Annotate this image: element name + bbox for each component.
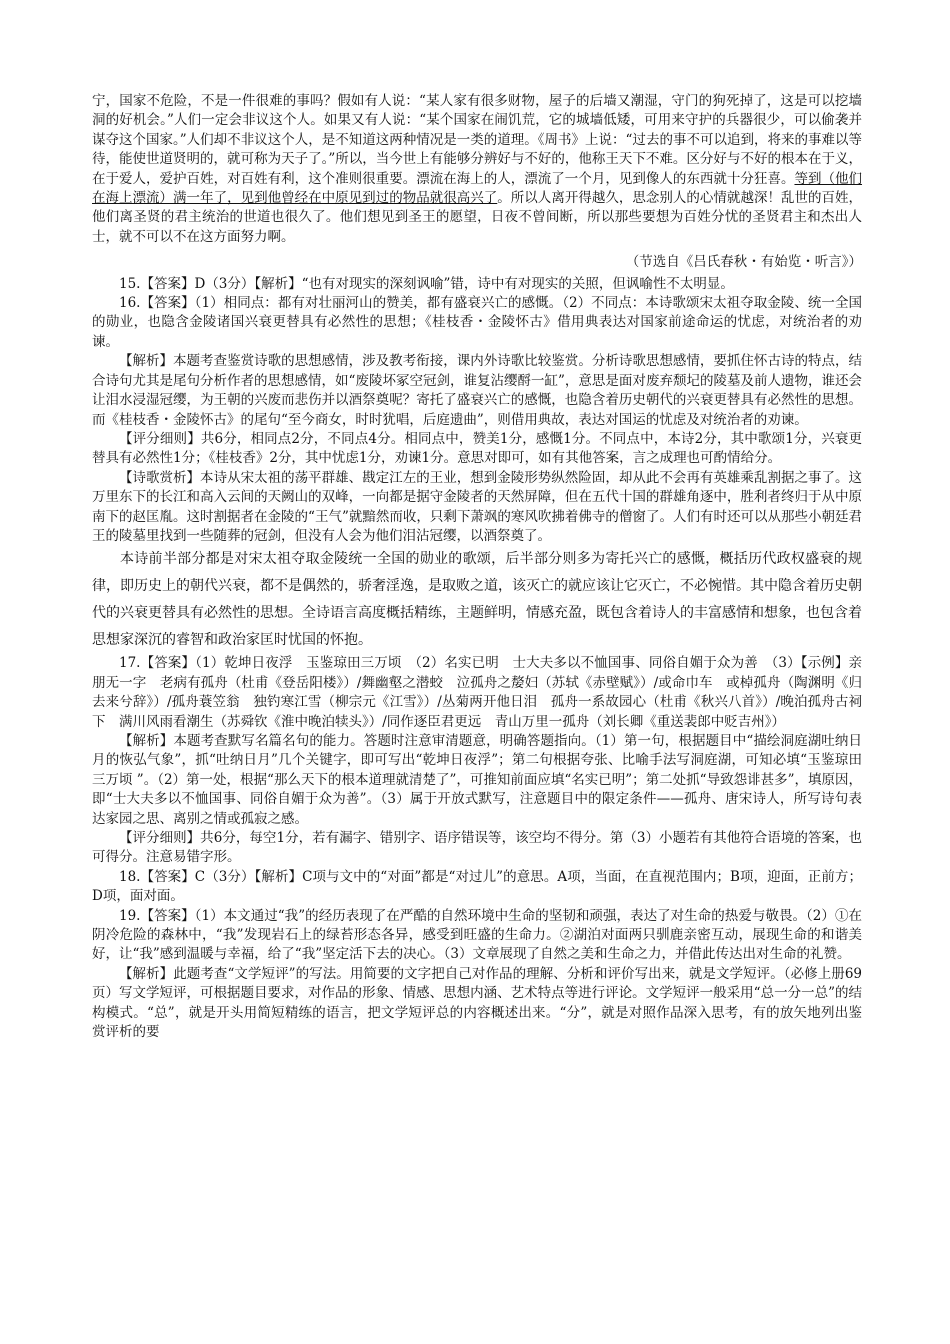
answer-18: 18.【答案】C（3分）【解析】C项与文中的“对面”都是“对过儿”的意思。A项，当面，在直视范围内；B项，迎面，正前方；D项，面对面。 [92,868,862,905]
document-page [92,92,862,1042]
answer-16: 16.【答案】（1）相同点：都有对壮丽河山的赞美，都有盛衰兴亡的感慨。（2）不同点：本诗歌颂宋太祖夺取金陵、统一全国的勋业，也隐含金陵诸国兴衰更替具有必然性的思想；《桂枝香・金陵怀古》借用典表达对国家前途命运的忧虑，对统治者的劝谏。 [92,295,862,350]
translation-paragraph [92,92,862,247]
analysis-19: 【解析】此题考查“文学短评”的写法。用简要的文字把自己对作品的理解、分析和评价写出来，就是文学短评。（必修上册69页）写文学短评，可根据题目要求，对作品的形象、情感、思想内涵、艺术特点等进行评论。文学短评一般采用“总一分一总”的结构模式。“总”，就是开头用简短精练的语言，把文学短评总的内容概述出来。“分”，就是对照作品深入思考，有的放矢地列出鉴赏评析的要 [92,965,862,1041]
summary-16: 本诗前半部分都是对宋太祖夺取金陵统一全国的勋业的歌颂，后半部分则多为寄托兴亡的感慨，概括历代政权盛衰的规律，即历史上的朝代兴衰，都不是偶然的，骄奢淫逸，是取败之道，该灭亡的就应该让它灭亡，不必惋惜。其中隐含着历史朝代的兴衰更替具有必然性的思想。全诗语言高度概括精练，主题鲜明，情感充盈，既包含着诗人的丰富感情和想象，也包含着思想家深沉的睿智和政治家匡时忧国的怀抱。 [92,551,862,649]
answer-19: 19.【答案】（1）本文通过“我”的经历表现了在严酷的自然环境中生命的坚韧和顽强，表达了对生命的热爱与敬畏。（2）①在阴冷危险的森林中，“我”发现岩石上的绿苔形态各异，感受到旺盛的生命力。②湖泊对面两只驯鹿亲密互动，展现生命的和谐美好，让“我”感到温暖与幸福，给了“我”坚定活下去的决心。（3）文章展现了自然之美和生命之力，并借此传达出对生命的礼赞。 [92,907,862,963]
scoring-17: 【评分细则】共6分，每空1分，若有漏字、错别字、语序错误等，该空均不得分。第（3）小题若有其他符合语境的答案，也可得分。注意易错字形。 [92,830,862,866]
translation-text-b: 。所以人离开得越久，思念别人的心情就越深！乱世的百姓，他们离圣贤的君主统治的世道也很久了。他们想见到圣王的愿望，日夜不曾间断，所以那些要想为百姓分忧的圣贤君主和杰出人士，就不可以不在这方面努力啊。 [92,190,863,245]
analysis-17: 【解析】本题考查默写名篇名句的能力。答题时注意审清题意，明确答题指向。（1）第一句，根据题目中“描绘洞庭湖吐纳日月的恢弘气象”，抓“吐纳日月”几个关键字，即可写出“乾坤日夜浮”；第二句根据夸张、比喻手法写洞庭湖，可知必填“玉鉴琼田三万顷 ”。（2）第一处，根据“那么天下的根本道理就清楚了”，可推知前面应填“名实已明”；第二处抓“导致怨诽甚多”，填原因，即“士大夫多以不恤国事、同俗自媚于众为善”。（3）属于开放式默写，注意题目中的限定条件——孤舟、唐宋诗人，所写诗句表达家园之思、离别之情或孤寂之感。 [92,732,862,827]
scoring-16: 【评分细则】共6分，相同点2分，不同点4分。相同点中，赞美1分，感慨1分。不同点中，本诗2分，其中歌颂1分，兴衰更替具有必然性1分；《桂枝香》2分，其中忧虑1分，劝谏1分。意思对即可，如有其他答案，言之成理也可酌情给分。 [92,430,862,467]
answer-15: 15.【答案】D（3分）【解析】“也有对现实的深刻讽喻”错，诗中有对现实的关照，但讽喻性不太明显。 [119,275,734,292]
underlined-sentence: 等到（他们在海上漂流）满一年了，见到他曾经在中原见到过的物品就很高兴了 [92,170,863,207]
translation-text-a: 宁，国家不危险，不是一件很难的事吗？假如有人说：“某人家有很多财物，屋子的后墙又潮湿，守门的狗死掉了，这是可以挖墙洞的好机会。”人们一定会非议这个人。如果又有人说：“某个国家在闹饥荒，它的城墙低矮，可用来守护的兵器很少，可以偷袭并谋夺这个国家。”人们却不非议这个人，是不知道这两种情况是一类的道理。《周书》上说：“过去的事不可以追到，将来的事难以等待，能使世道贤明的，就可称为天子了。”所以，当今世上有能够分辨好与不好的，他称王天下不难。区分好与不好的根本在于义，在于爱人，爱护百姓，对百姓有利，这个准则很重要。漂流在海上的人，漂流了一个月，见到像人的东西就十分狂喜。 [92,93,862,187]
analysis-16: 【解析】本题考查鉴赏诗歌的思想感情，涉及教考衔接，课内外诗歌比较鉴赏。分析诗歌思想感情，要抓住怀古诗的特点，结合诗句尤其是尾句分析作者的思想感情，如“废陵坏冢空冠剑，谁复沾缨酹一缸”，意思是面对废弃颓圮的陵墓及前人遗物，谁还会让泪水浸湿冠缨，为王朝的兴废而悲伤并以酒祭奠呢？寄托了盛衰兴亡的感慨，也隐含着历史朝代的兴衰更替具有必然性的思想。而《桂枝香・金陵怀古》的尾句“至今商女，时时犹唱，后庭遗曲”，则借用典故，表达对国运的忧虑及对统治者的劝谏。 [92,353,862,428]
answer-17: 17.【答案】（1）乾坤日夜浮 玉鉴琼田三万顷 （2）名实已明 士大夫多以不恤国事、同俗自媚于众为善 （3）【示例】亲朋无一字 老病有孤舟（杜甫《登岳阳楼》）/舞幽壑之潜蛟 泣孤舟之嫠妇（苏轼《赤壁赋》）/或命巾车 或棹孤舟（陶渊明《归去来兮辞》）/孤舟蓑笠翁 独钓寒江雪（柳宗元《江雪》）/丛菊两开他日泪 孤舟一系故园心（杜甫《秋兴八首》）/晚泊孤舟古祠下 满川风雨看潮生（苏舜钦《淮中晚泊犊头》）/同作逐臣君更远 青山万里一孤舟（刘长卿《重送裴郎中贬吉州》） [92,655,862,730]
appreciation-16: 【诗歌赏析】本诗从宋太祖的荡平群雄、戡定江左的王业，想到金陵形势纵然险固，却从此不会再有英雄乘乱割据之事了。这万里东下的长江和高入云间的天阙山的双峰，一向都是据守金陵者的天然屏障，但在五代十国的群雄角逐中，胜利者终归于从中原南下的赵匡胤。这时割据者在金陵的“王气”就黯然而收，只剩下萧飒的寒风吹拂着佛寺的僧窗了。人们有时还可以从那些小朝廷君王的陵墓里找到一些随葬的冠剑，但没有人会为他们泪沾冠缨，以酒祭奠了。 [92,469,862,544]
source-citation: （节选自《吕氏春秋・有始览・听言》） [625,254,862,271]
